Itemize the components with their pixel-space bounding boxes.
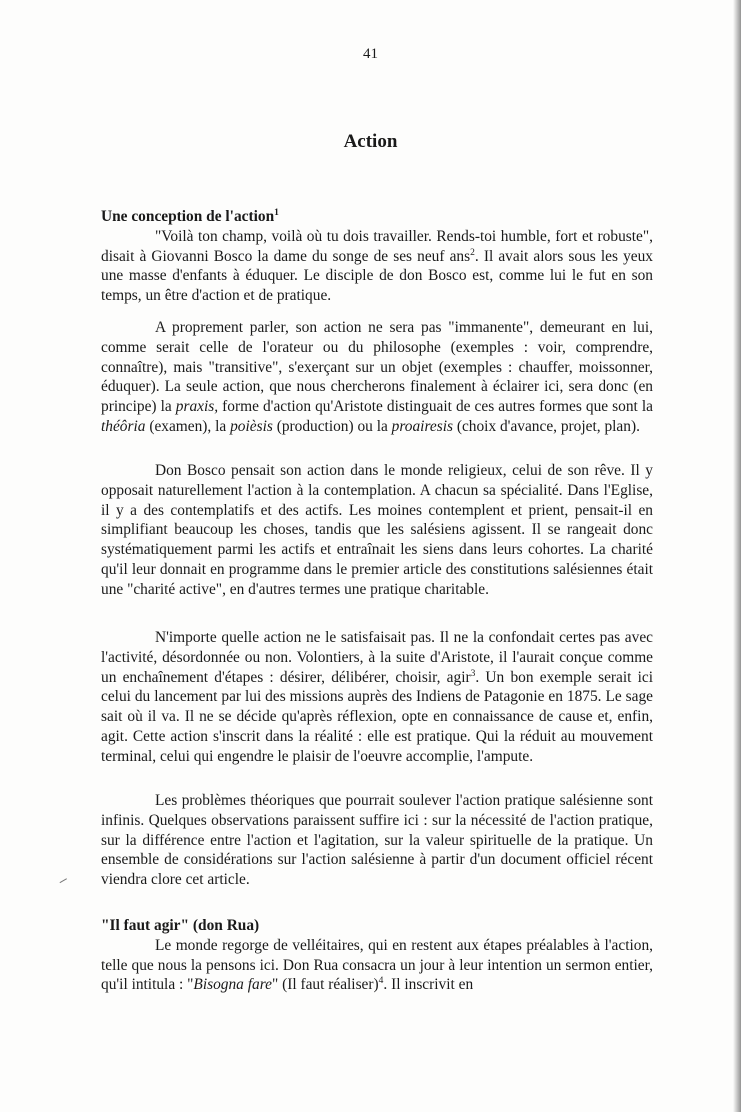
section-heading: "Il faut agir" (don Rua) [101, 917, 260, 934]
footnote-ref: 1 [274, 208, 279, 218]
page-number: 41 [363, 46, 378, 62]
italic-term: Bisogna fare [193, 976, 272, 994]
chapter-title: Action [343, 131, 398, 152]
paragraph-block [101, 628, 653, 767]
paragraph: "Voilà ton champ, voilà où tu dois travailler. Rends-toi humble, fort et robuste", disait à Giovanni Bosco la dame du songe de ses neuf ans$^2$. Il avait alors sous les yeux une masse d'enfants à éduquer. Le disciple de don Bosco est, comme lui le fut en son temps, un être d'action et de pratique. [101, 227, 653, 305]
paragraph: N'importe quelle action ne le satisfaisait pas. Il ne la confondait certes pas avec l'activité, désordonnée ou non. Volontiers, à la suite d'Aristote, il l'aurait conçue comme un enchaînement d'étapes : désirer, délibérer, choisir, agir$^3$. Un bon exemple serait ici celui du lancement par lui des missions auprès des Indiens de Patagonie en 1875. Le sage sait où il va. Il ne se décide qu'après réflexion, opte en connaissance de cause et, enfin, agit. Cette action s'inscrit dans la réalité : elle est pratique. Qui la réduit au mouvement terminal, celui qui engendre le plaisir de l'oeuvre accomplie, l'ampute. [101, 629, 654, 765]
margin-mark [60, 878, 69, 885]
italic-term: proairesis [391, 417, 453, 435]
paragraph: Don Bosco pensait son action dans le monde religieux, celui de son rêve. Il y opposait naturellement l'action à la contemplation. A chacun sa spécialité. Dans l'Eglise, il y a des contemplatifs et des actifs. Les moines contemplent et prient, pensait-il en simplifiant beaucoup les choses, tandis que les salésiens agissent. Il se rangeait donc systématiquement parmi les actifs et entraînait les siens dans leurs cohortes. La charité qu'il leur donnait en programme dans le premier article des constitutions salésiennes était une "charité active", en d'autres termes une pratique charitable. [101, 462, 653, 598]
section-heading: Une conception de l'action$^1$ [101, 208, 279, 225]
footnote-ref: 4 [378, 976, 384, 987]
italic-term: poièsis [230, 417, 273, 435]
paragraph-block [101, 461, 653, 600]
paragraph-block [101, 318, 653, 437]
footnote-ref: 3 [470, 668, 476, 679]
paragraph-block [101, 791, 653, 890]
section-il-faut-agir [101, 916, 653, 995]
paragraph: A proprement parler, son action ne sera pas "immanente", demeurant en lui, comme serait celle de l'orateur ou du philosophe (exemples : voir, comprendre, connaître), mais "transitive", s'exerçant sur un objet (exemples : chauffer, moissonner, éduquer). La seule action, que nous chercherons finalement à éclairer ici, sera donc (en principe) la praxis, forme d'action qu'Aristote distinguait de ces autres formes que sont la théôria (examen), la poièsis (production) ou la proairesis (choix d'avance, projet, plan). [101, 319, 653, 435]
paragraph: Le monde regorge de velléitaires, qui en restent aux étapes préalables à l'action, telle que nous la pensons ici. Don Rua consacra un jour à leur intention un sermon entier, qu'il intitula : "Bisogna fare" (Il faut réaliser)$^4$. Il inscrivit en [101, 936, 653, 994]
paragraph: Les problèmes théoriques que pourrait soulever l'action pratique salésienne sont infinis. Quelques observations paraissent suffire ici : sur la nécessité de l'action pratique, sur la différence entre l'action et l'agitation, sur la valeur spirituelle de la pratique. Un ensemble de considérations sur l'action salésienne à partir d'un document officiel récent viendra clore cet article. [101, 792, 653, 889]
page-edge-shadow [733, 0, 741, 1112]
footnote-ref: 2 [470, 247, 475, 258]
italic-term: praxis, [175, 398, 219, 416]
italic-term: théôria [101, 417, 146, 435]
section-une-conception [101, 207, 653, 306]
